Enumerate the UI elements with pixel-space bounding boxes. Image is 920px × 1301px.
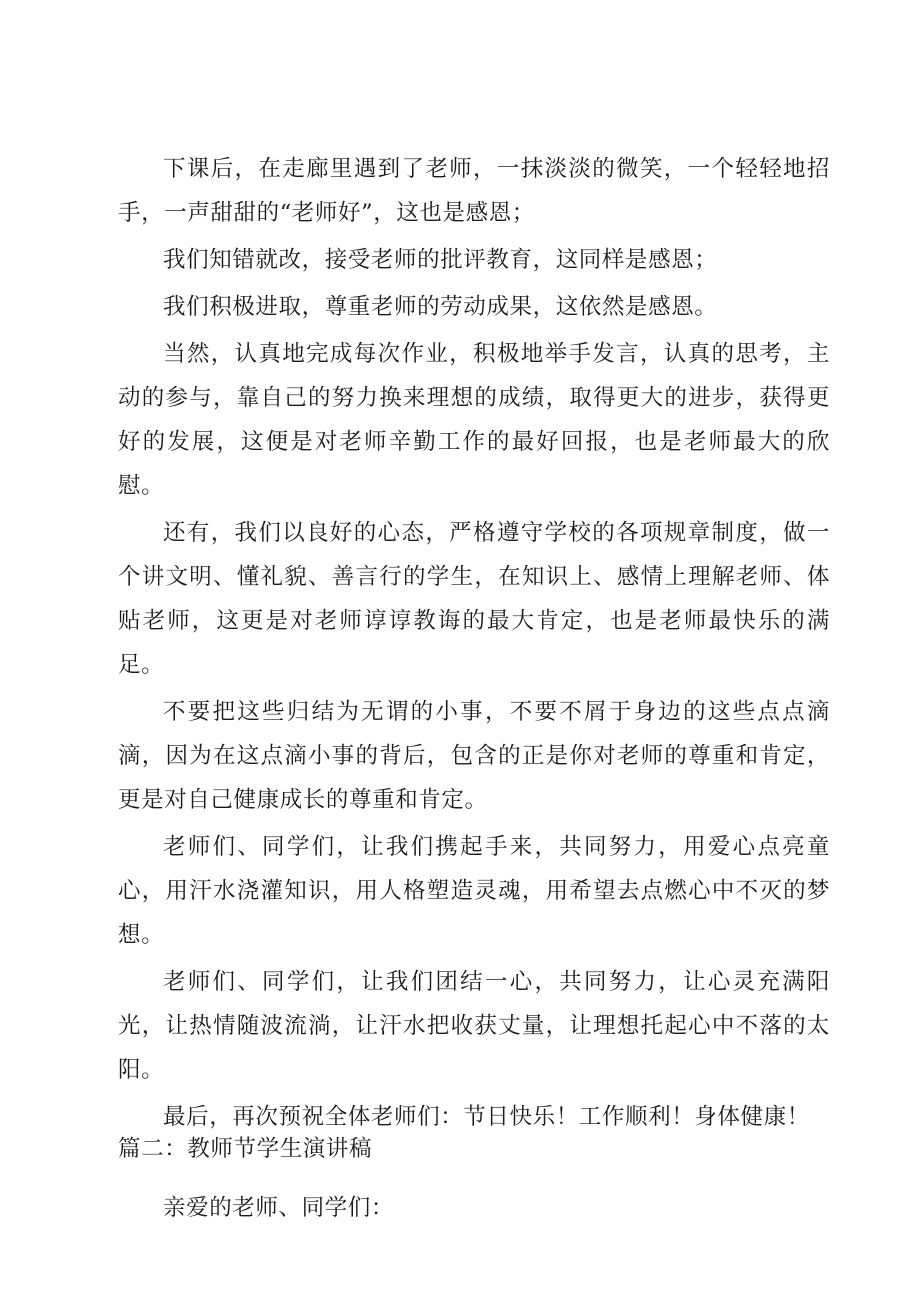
paragraph-9: 最后，再次预祝全体老师们：节日快乐！工作顺利！身体健康！ [163, 1104, 810, 1130]
paragraph-5: 还有，我们以良好的心态，严格遵守学校的各项规章制度，做一个讲文明、懂礼貌、善言行的学生，在知识上、感情上理解老师、体贴老师，这更是对老师谆谆教诲的最大肯定，也是老师最快乐的满足。 [118, 520, 830, 678]
paragraph-6: 不要把这些归结为无谓的小事，不要不屑于身边的这些点点滴滴，因为在这点滴小事的背后，包含的正是你对老师的尊重和肯定，更是对自己健康成长的尊重和肯定。 [118, 699, 830, 813]
greeting: 亲爱的老师、同学们： [163, 1195, 395, 1221]
paragraph-3: 我们积极进取，尊重老师的劳动成果，这依然是感恩。 [163, 294, 718, 320]
paragraph-1: 下课后，在走廊里遇到了老师，一抹淡淡的微笑，一个轻轻地招手，一声甜甜的“老师好”，这也是感恩； [118, 156, 830, 226]
section-heading: 篇二：教师节学生演讲稿 [118, 1136, 373, 1162]
paragraph-7: 老师们、同学们，让我们携起手来，共同努力，用爱心点亮童心，用汗水浇灌知识，用人格塑造灵魂，用希望去点燃心中不灭的梦想。 [118, 834, 830, 948]
paragraph-2: 我们知错就改，接受老师的批评教育，这同样是感恩； [163, 247, 718, 273]
paragraph-8: 老师们、同学们，让我们团结一心，共同努力，让心灵充满阳光，让热情随波流淌，让汗水把收获丈量，让理想托起心中不落的太阳。 [118, 969, 830, 1083]
paragraph-4: 当然，认真地完成每次作业，积极地举手发言，认真的思考，主动的参与，靠自己的努力换来理想的成绩，取得更大的进步，获得更好的发展，这便是对老师辛勤工作的最好回报，也是老师最大的欣慰。 [118, 341, 830, 499]
document-body [118, 147, 830, 1233]
